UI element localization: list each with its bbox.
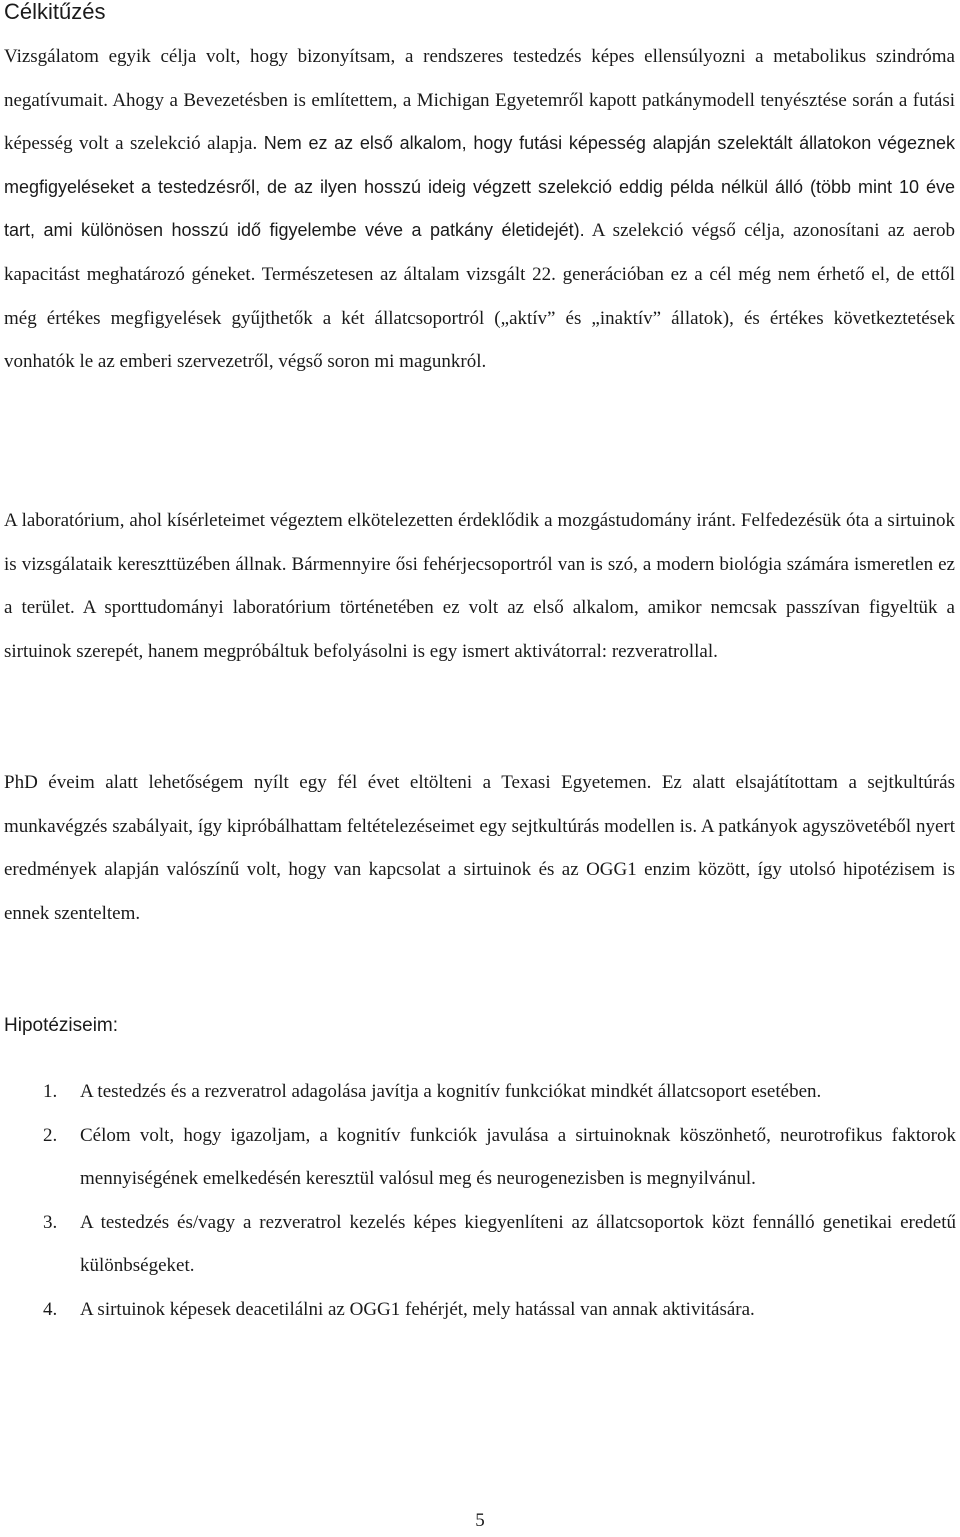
hypothesis-item	[0, 1288, 956, 1332]
hypotheses-list	[0, 1070, 956, 1332]
hypothesis-item	[0, 1201, 956, 1288]
paragraph-aims	[4, 35, 955, 384]
hypothesis-text: A testedzés és a rezveratrol adagolása javítja a kognitív funkciókat mindkét állatcsoport esetében.	[80, 1081, 822, 1102]
paragraph-aims-part-d: generációban ez a cél még nem érhető el, de ettől még értékes megfigyelések gyűjthetők a két állatcsoportról („aktív” és „inaktív” állatok), és értékes következtetések vonhatók le az emberi szervezetről, végső soron mi magunkról.	[4, 263, 956, 373]
hypothesis-text: A testedzés és/vagy a rezveratrol kezelés képes kiegyenlíteni az állatcsoportok közt fennálló genetikai eredetű különbségeket.	[80, 1211, 956, 1277]
paragraph-texas: PhD éveim alatt lehetőségem nyílt egy fél évet eltölteni a Texasi Egyetemen. Ez alatt elsajátítottam a sejtkultúrás munkavégzés szabályait, így kipróbálhattam feltételezéseimet egy sejtkultúrás modellen is. A patkányok agyszövetéből nyert eredmények alapján valószínű volt, hogy van kapcsolat a sirtuinok és az OGG1 enzim között, így utolsó hipotézisem is ennek szenteltem.	[4, 772, 955, 924]
hypothesis-item	[0, 1114, 956, 1201]
hypothesis-text: Célom volt, hogy igazoljam, a kognitív funkciók javulása a sirtuinoknak köszönhető, neurotrofikus faktorok mennyiségének emelkedésén keresztül valósul meg és neurogenezisben is megnyilvánul.	[80, 1124, 956, 1190]
hypotheses-heading: Hipotéziseim:	[4, 1015, 119, 1036]
page-number: 5	[475, 1510, 485, 1531]
hypothesis-number: 3.	[43, 1211, 58, 1233]
paragraph-laboratory: A laboratórium, ahol kísérleteimet végeztem elkötelezetten érdeklődik a mozgástudomány iránt. Felfedezésük óta a sirtuinok is vizsgálataik kereszttüzében állnak. Bármennyire ősi fehérjecsoportról van is szó, a modern biológia számára ismeretlen ez a terület. A sporttudományi laboratórium történetében ez volt az első alkalom, amikor nemcsak passzívan figyeltük a sirtuinok szerepét, hanem megpróbáltuk befolyásolni is egy ismert aktivátorral: rezveratrollal.	[4, 510, 955, 662]
hypothesis-number: 4.	[43, 1298, 58, 1320]
section-heading: Célkitűzés	[4, 0, 106, 24]
paragraph-aims-part-c: A szelekció végső célja, azonosítani az aerob kapacitást meghatározó géneket. Természetesen az általam vizsgált 22.	[4, 220, 956, 285]
hypothesis-item	[0, 1070, 956, 1114]
hypothesis-text: A sirtuinok képesek deacetilálni az OGG1 fehérjét, mely hatással van annak aktivitására.	[80, 1298, 755, 1320]
hypothesis-number: 2.	[43, 1124, 58, 1146]
paragraph-aims-part-b: Nem ez az első alkalom, hogy futási képesség alapján szelektált állatokon végeznek megfigyeléseket a testedzésről, de az ilyen hosszú ideig végzett szelekció eddig példa nélkül álló (több mint 10 éve tart, ami különösen hosszú idő figyelembe véve a patkány életidejét).	[4, 133, 955, 241]
paragraph-aims-part-a: Vizsgálatom egyik célja volt, hogy bizonyítsam, a rendszeres testedzés képes ellensúlyozni a metabolikus szindróma negatívumait. Ahogy a Bevezetésben is említettem, a Michigan Egyetemről kapott patkánymodell tenyésztése során a futási képesség volt a szelekció alapja.	[4, 46, 955, 155]
hypothesis-number: 1.	[43, 1081, 58, 1102]
